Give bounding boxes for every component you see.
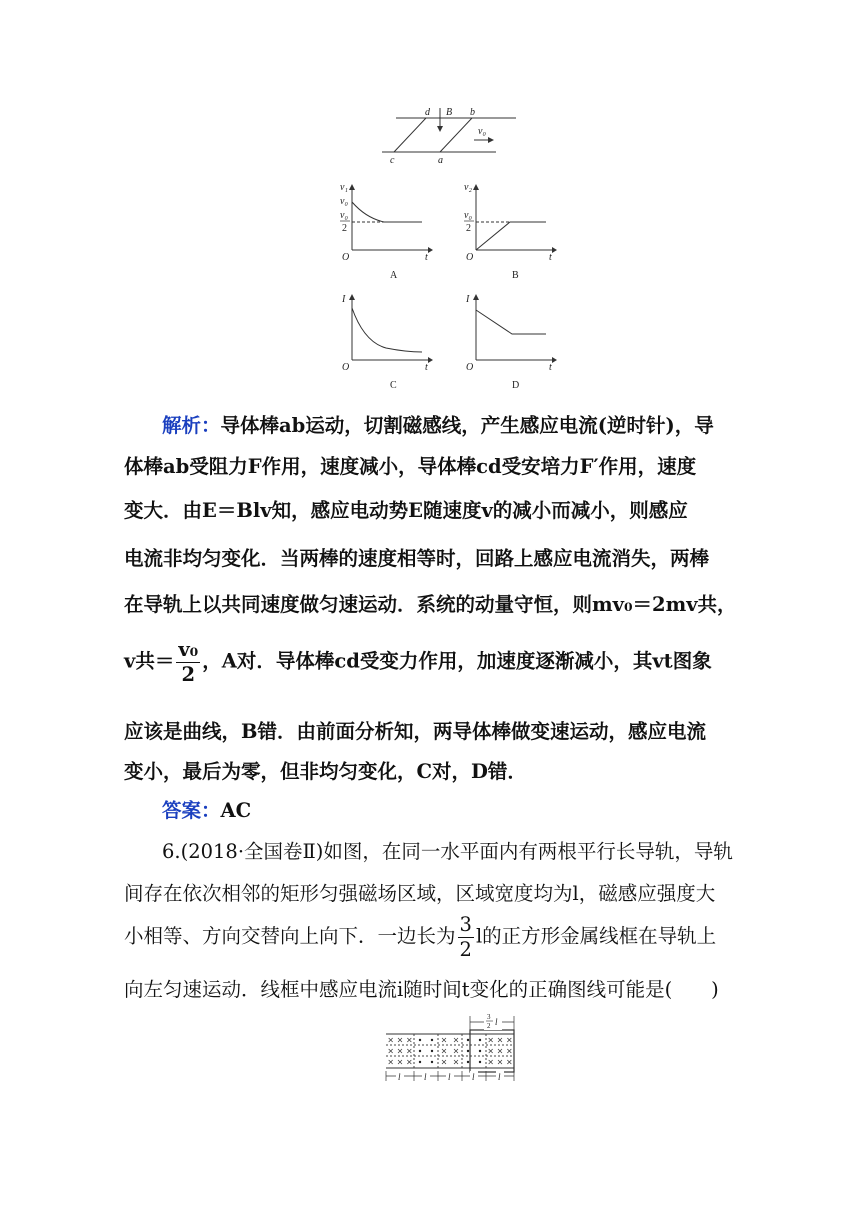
- svg-text:l: l: [498, 1072, 501, 1082]
- svg-text:2: 2: [466, 223, 471, 234]
- svg-text:t: t: [425, 252, 428, 263]
- svg-text:l: l: [424, 1072, 427, 1082]
- solution-line-2: 体棒ab受阻力F作用，速度减小，导体棒cd受安培力F′作用，速度: [124, 455, 697, 478]
- field-dot-icon: [479, 1061, 481, 1063]
- field-cross-icon: [454, 1049, 458, 1053]
- svg-text:v₀: v₀: [464, 210, 472, 221]
- graph-C: [336, 290, 436, 390]
- label-b: b: [470, 107, 475, 118]
- field-cross-icon: [498, 1060, 502, 1064]
- svg-text:t: t: [549, 252, 552, 263]
- solution-line-8: 变小，最后为零，但非均匀变化，C对，D错．: [124, 760, 527, 783]
- field-dot-icon: [467, 1050, 469, 1052]
- solution-line-6: v共＝ $\frac{\text{v₀}}{2}$ ，A对．导体棒cd受变力作用，加速度逐渐减小，其vt图象: [124, 638, 712, 686]
- svg-text:O: O: [342, 362, 350, 373]
- field-dot-icon: [431, 1039, 433, 1041]
- svg-text:I: I: [466, 294, 470, 305]
- option-letter-D: D: [512, 380, 520, 390]
- fraction-v0-over-2: $\frac{\text{v₀}}{2}$: [178, 638, 199, 686]
- solution-label: 解析：: [162, 414, 221, 437]
- svg-text:O: O: [466, 252, 474, 263]
- field-dot-icon: [431, 1061, 433, 1063]
- field-cross-icon: [442, 1049, 446, 1053]
- svg-text:l: l: [448, 1072, 451, 1082]
- option-letter-A: A: [390, 270, 398, 280]
- svg-text:I: I: [342, 294, 346, 305]
- label-d: d: [425, 107, 430, 118]
- field-cross-icon: [507, 1049, 511, 1053]
- label-B: B: [446, 107, 453, 118]
- solution-line-3: 变大．由E＝Blv知，感应电动势E随速度v的减小而减小，则感应: [124, 499, 688, 522]
- svg-text:v₂: v₂: [464, 182, 472, 193]
- solution-line-1: 解析：导体棒ab运动，切割磁感线，产生感应电流(逆时针)，导: [162, 414, 714, 437]
- label-a: a: [438, 155, 443, 164]
- answer-label: 答案：: [162, 799, 221, 822]
- field-dot-icon: [419, 1061, 421, 1063]
- field-dot-icon: [467, 1039, 469, 1041]
- svg-text:v₀: v₀: [340, 210, 348, 221]
- question6-line-4: 向左匀速运动．线框中感应电流i随时间t变化的正确图线可能是( ): [124, 978, 719, 1001]
- svg-text:2: 2: [342, 223, 347, 234]
- field-cross-icon: [498, 1038, 502, 1042]
- field-cross-icon: [454, 1038, 458, 1042]
- answer-value: AC: [220, 799, 252, 822]
- field-cross-icon: [389, 1049, 393, 1053]
- magnetic-field-diagram: [384, 1010, 518, 1084]
- rails-diagram: [380, 102, 525, 164]
- field-dot-icon: [431, 1050, 433, 1052]
- field-cross-icon: [389, 1060, 393, 1064]
- field-dot-icon: [419, 1039, 421, 1041]
- svg-text:l: l: [495, 1017, 498, 1027]
- question6-line-1: 6.(2018·全国卷Ⅱ)如图，在同一水平面内有两根平行长导轨，导轨: [162, 840, 733, 863]
- fraction-3-over-2: $\frac{3}{2}$: [459, 913, 472, 961]
- graph-D: [460, 290, 560, 390]
- field-cross-icon: [442, 1038, 446, 1042]
- field-cross-icon: [389, 1038, 393, 1042]
- svg-text:v₁: v₁: [340, 182, 348, 193]
- svg-text:l: l: [398, 1072, 401, 1082]
- graph-A: [336, 180, 436, 280]
- field-cross-icon: [407, 1049, 411, 1053]
- field-dot-icon: [467, 1061, 469, 1063]
- solution-line-5: 在导轨上以共同速度做匀速运动．系统的动量守恒，则mv₀＝2mv共，: [124, 593, 737, 616]
- field-cross-icon: [407, 1060, 411, 1064]
- field-cross-icon: [398, 1038, 402, 1042]
- option-letter-B: B: [512, 270, 519, 280]
- field-cross-icon: [507, 1060, 511, 1064]
- field-cross-icon: [442, 1060, 446, 1064]
- solution-line-7: 应该是曲线，B错．由前面分析知，两导体棒做变速运动，感应电流: [124, 720, 706, 743]
- svg-text:t: t: [549, 362, 552, 373]
- field-cross-icon: [398, 1060, 402, 1064]
- option-letter-C: C: [390, 380, 397, 390]
- svg-text:O: O: [342, 252, 350, 263]
- field-cross-icon: [507, 1038, 511, 1042]
- field-cross-icon: [498, 1049, 502, 1053]
- graph-B: [460, 180, 560, 280]
- svg-text:v₀: v₀: [340, 196, 348, 207]
- svg-text:l: l: [472, 1072, 475, 1082]
- field-dot-icon: [479, 1039, 481, 1041]
- field-cross-icon: [489, 1049, 493, 1053]
- field-cross-icon: [489, 1038, 493, 1042]
- field-cross-icon: [454, 1060, 458, 1064]
- field-dot-icon: [419, 1050, 421, 1052]
- solution-line-4: 电流非均匀变化．当两棒的速度相等时，回路上感应电流消失，两棒: [124, 547, 710, 570]
- label-v0: v₀: [478, 126, 486, 137]
- field-cross-icon: [398, 1049, 402, 1053]
- field-cross-icon: [489, 1060, 493, 1064]
- svg-text:2: 2: [487, 1022, 491, 1030]
- svg-text:3: 3: [487, 1013, 491, 1021]
- svg-text:t: t: [425, 362, 428, 373]
- field-cross-icon: [407, 1038, 411, 1042]
- question6-line-3: 小相等、方向交替向上向下．一边长为 $\frac{3}{2}$ l的正方形金属线框在导轨上: [124, 913, 717, 961]
- question6-line-2: 间存在依次相邻的矩形匀强磁场区域，区域宽度均为l，磁感应强度大: [124, 882, 716, 905]
- answer-line: [162, 795, 251, 823]
- svg-text:O: O: [466, 362, 474, 373]
- label-c: c: [390, 155, 395, 164]
- field-dot-icon: [479, 1050, 481, 1052]
